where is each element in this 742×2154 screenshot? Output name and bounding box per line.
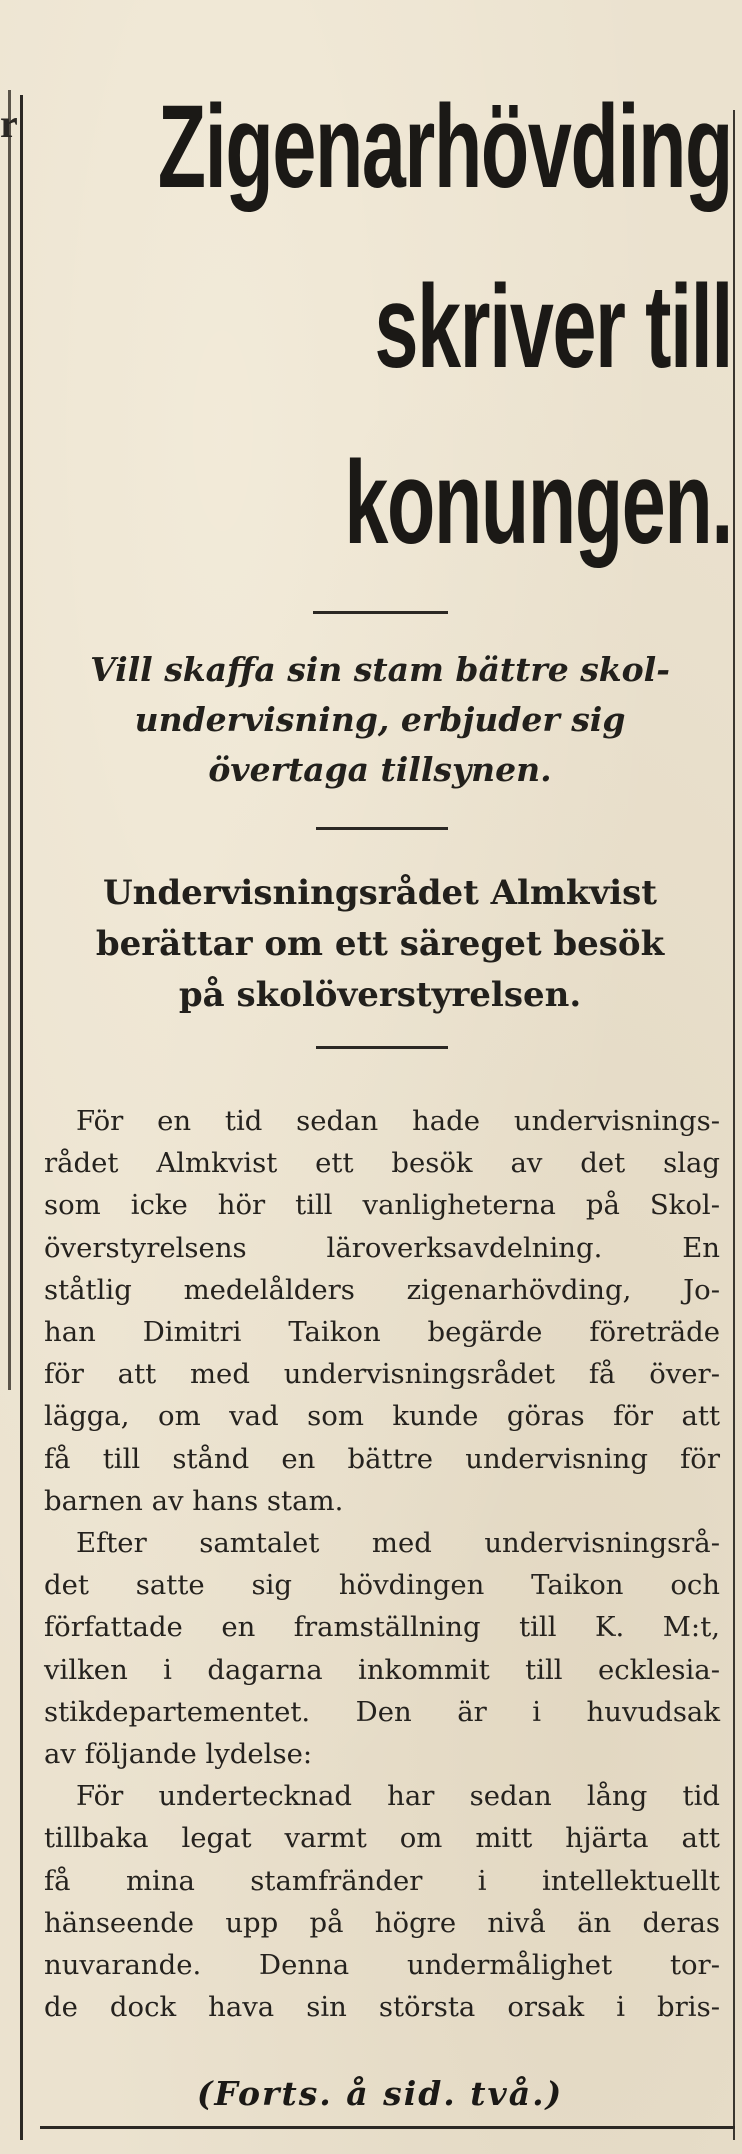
body-line: nuvarande. Denna undermålighet tor- [44,1949,720,1982]
separator-rule [313,611,448,614]
body-line: lägga, om vad som kunde göras för att [44,1400,720,1433]
body-line: som icke hör till vanligheterna på Skol- [44,1189,720,1222]
subheading-italic [30,645,730,795]
subheading-bold-line: berättar om ett säreget besök [95,924,665,964]
continuation-note: (Forts. å sid. två.) [196,2074,564,2113]
headline-line-3: konungen. [344,437,732,569]
body-line: överstyrelsens läroverksavdelning. En [44,1231,720,1264]
body-line: hänseende upp på högre nivå än deras [44,1906,720,1939]
body-line: det satte sig hövdingen Taikon och [44,1569,720,1602]
adjacent-column-fragment: r [0,101,18,146]
separator-rule [316,1046,448,1049]
body-line: de dock hava sin största orsak i bris- [44,1991,720,2024]
body-line: stikdepartementet. Den är i huvudsak [44,1695,720,1728]
body-line: tillbaka legat varmt om mitt hjärta att [44,1822,720,1855]
body-line: han Dimitri Taikon begärde företräde [44,1316,720,1349]
body-line: få mina stamfränder i intellektuellt [44,1864,720,1897]
body-line: För undertecknad har sedan lång tid [76,1780,720,1813]
body-line: författade en framställning till K. M:t, [44,1611,720,1644]
body-line: för att med undervisningsrådet få över- [44,1358,720,1391]
column-rule-left-outer [8,90,11,1390]
separator-rule [316,827,448,830]
article-body [44,1100,720,2028]
body-line: Efter samtalet med undervisningsrå- [76,1527,720,1560]
headline-line-2: skriver till [374,261,732,393]
body-line: av följande lydelse: [44,1738,313,1771]
subheading-bold [30,868,730,1021]
body-line: få till stånd en bättre undervisning för [44,1442,720,1475]
body-line: barnen av hans stam. [44,1484,344,1517]
body-line: vilken i dagarna inkommit till ecklesia- [44,1653,720,1686]
body-line: För en tid sedan hade undervisnings- [76,1105,720,1137]
subheading-italic-line: övertaga tillsynen. [208,750,552,789]
subheading-italic-line: Vill skaffa sin stam bättre skol- [90,650,670,689]
subheading-bold-line: Undervisningsrådet Almkvist [102,873,657,913]
headline-line-1: Zigenarhövding [157,81,733,213]
subheading-italic-line: undervisning, erbjuder sig [134,700,626,739]
subheading-bold-line: på skolöverstyrelsen. [178,975,582,1015]
body-line: ståtlig medelålders zigenarhövding, Jo- [44,1273,720,1306]
column-rule-right [733,110,735,2140]
article-bottom-rule [40,2126,735,2129]
body-line: rådet Almkvist ett besök av det slag [44,1147,720,1180]
column-rule-left [20,95,23,2140]
